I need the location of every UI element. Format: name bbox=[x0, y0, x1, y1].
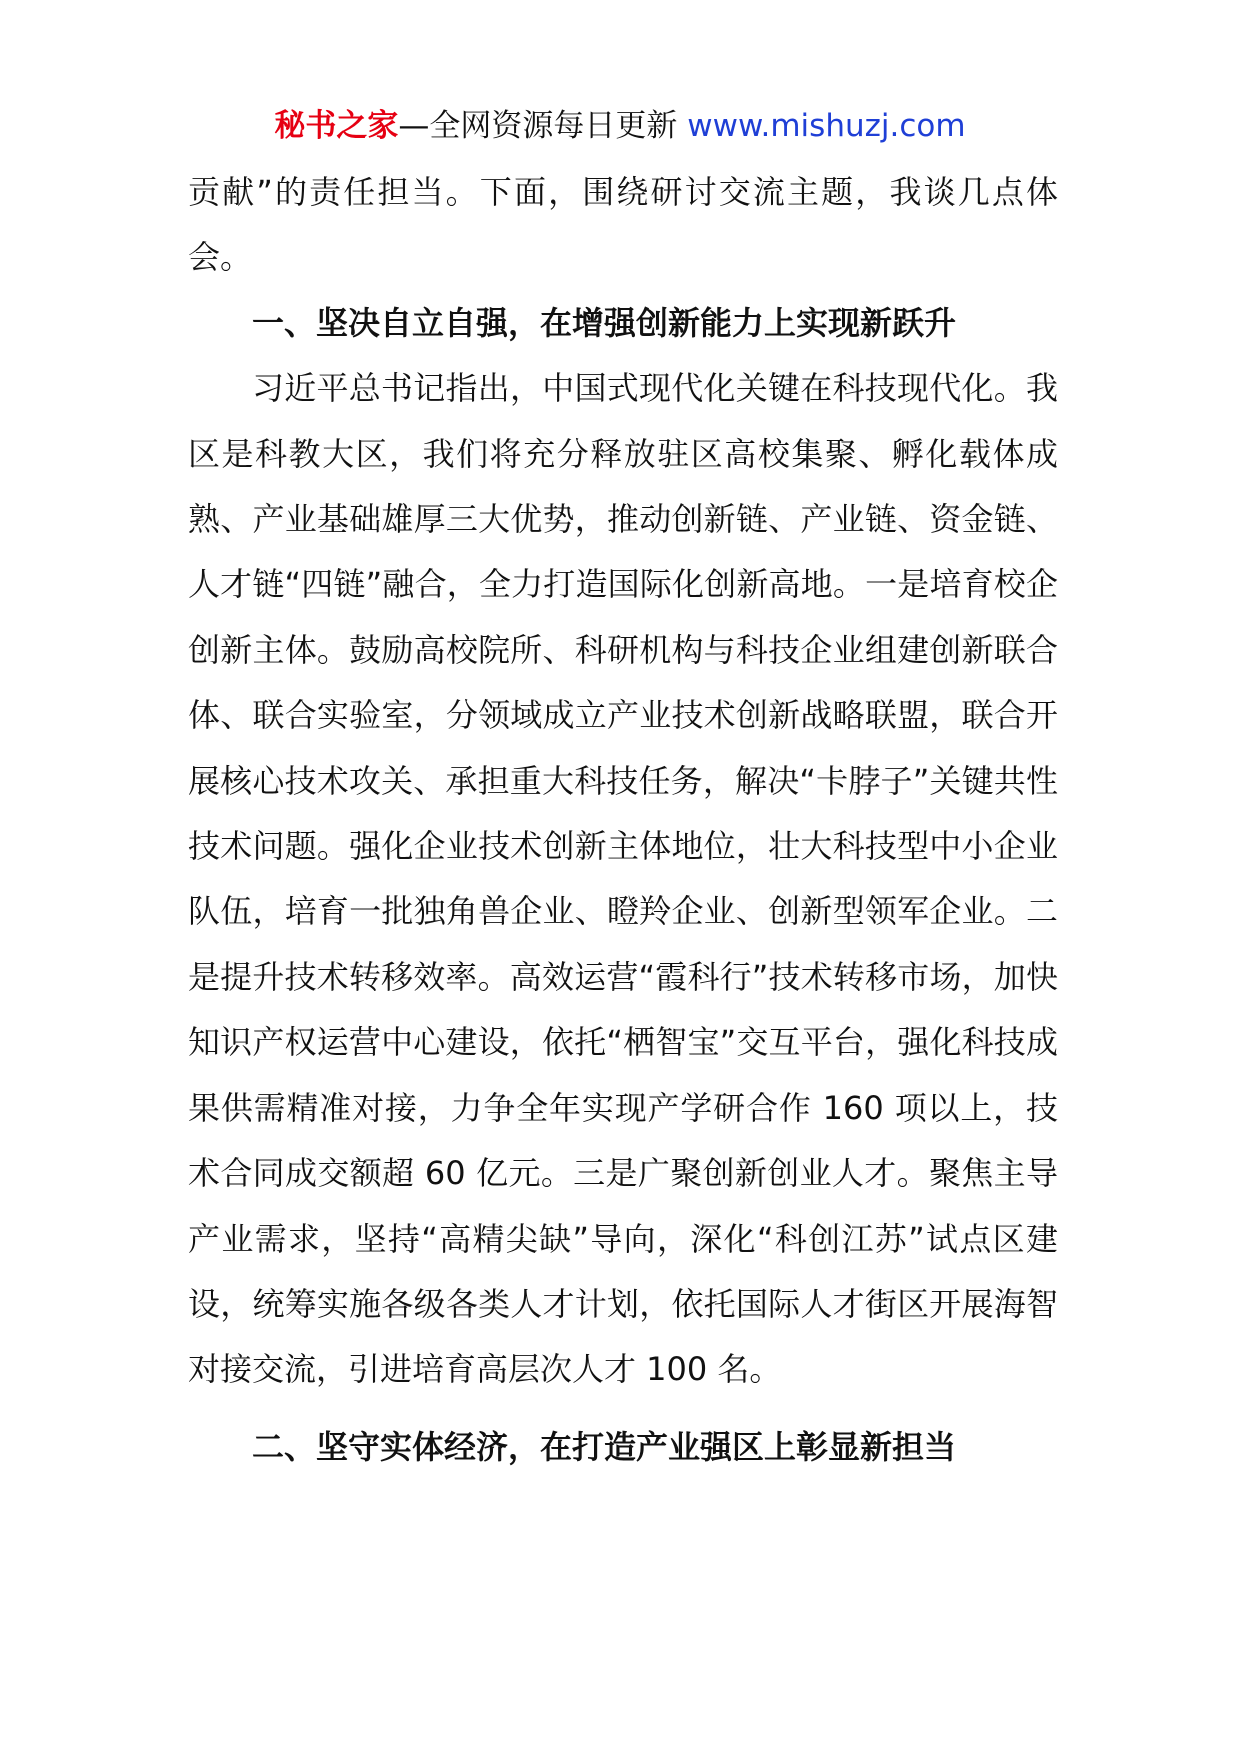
site-brand: 秘书之家 bbox=[274, 108, 399, 144]
document-body bbox=[188, 160, 1058, 1480]
site-url-link[interactable]: www.mishuzj.com bbox=[687, 108, 966, 144]
site-slogan: —全网资源每日更新 bbox=[398, 108, 688, 144]
site-header bbox=[0, 98, 1240, 154]
section-heading-2: 二、坚守实体经济，在打造产业强区上彰显新担当 bbox=[252, 1427, 957, 1466]
section-1-paragraph: 习近平总书记指出，中国式现代化关键在科技现代化。我区是科教大区，我们将充分释放驻区高校集聚、孵化载体成熟、产业基础雄厚三大优势，推动创新链、产业链、资金链、人才链“四链”融合，全力打造国际化创新高地。一是培育校企创新主体。鼓励高校院所、科研机构与科技企业组建创新联合体、联合实验室，分领域成立产业技术创新战略联盟，联合开展核心技术攻关、承担重大科技任务，解决“卡脖子”关键共性技术问题。强化企业技术创新主体地位，壮大科技型中小企业队伍，培育一批独角兽企业、瞪羚企业、创新型领军企业。二是提升技术转移效率。高效运营“霞科行”技术转移市场，加快知识产权运营中心建设，依托“栖智宝”交互平台，强化科技成果供需精准对接，力争全年实现产学研合作 160 项以上，技术合同成交额超 60 亿元。三是广聚创新创业人才。聚焦主导产业需求，坚持“高精尖缺”导向，深化“科创江苏”试点区建设，统筹实施各级各类人才计划，依托国际人才街区开展海智对接交流，引进培育高层次人才 100 名。 bbox=[188, 369, 1058, 1389]
intro-paragraph-tail: 贡献”的责任担当。下面，围绕研讨交流主题，我谈几点体会。 bbox=[188, 173, 1058, 277]
section-heading-1: 一、坚决自立自强，在增强创新能力上实现新跃升 bbox=[252, 303, 957, 342]
